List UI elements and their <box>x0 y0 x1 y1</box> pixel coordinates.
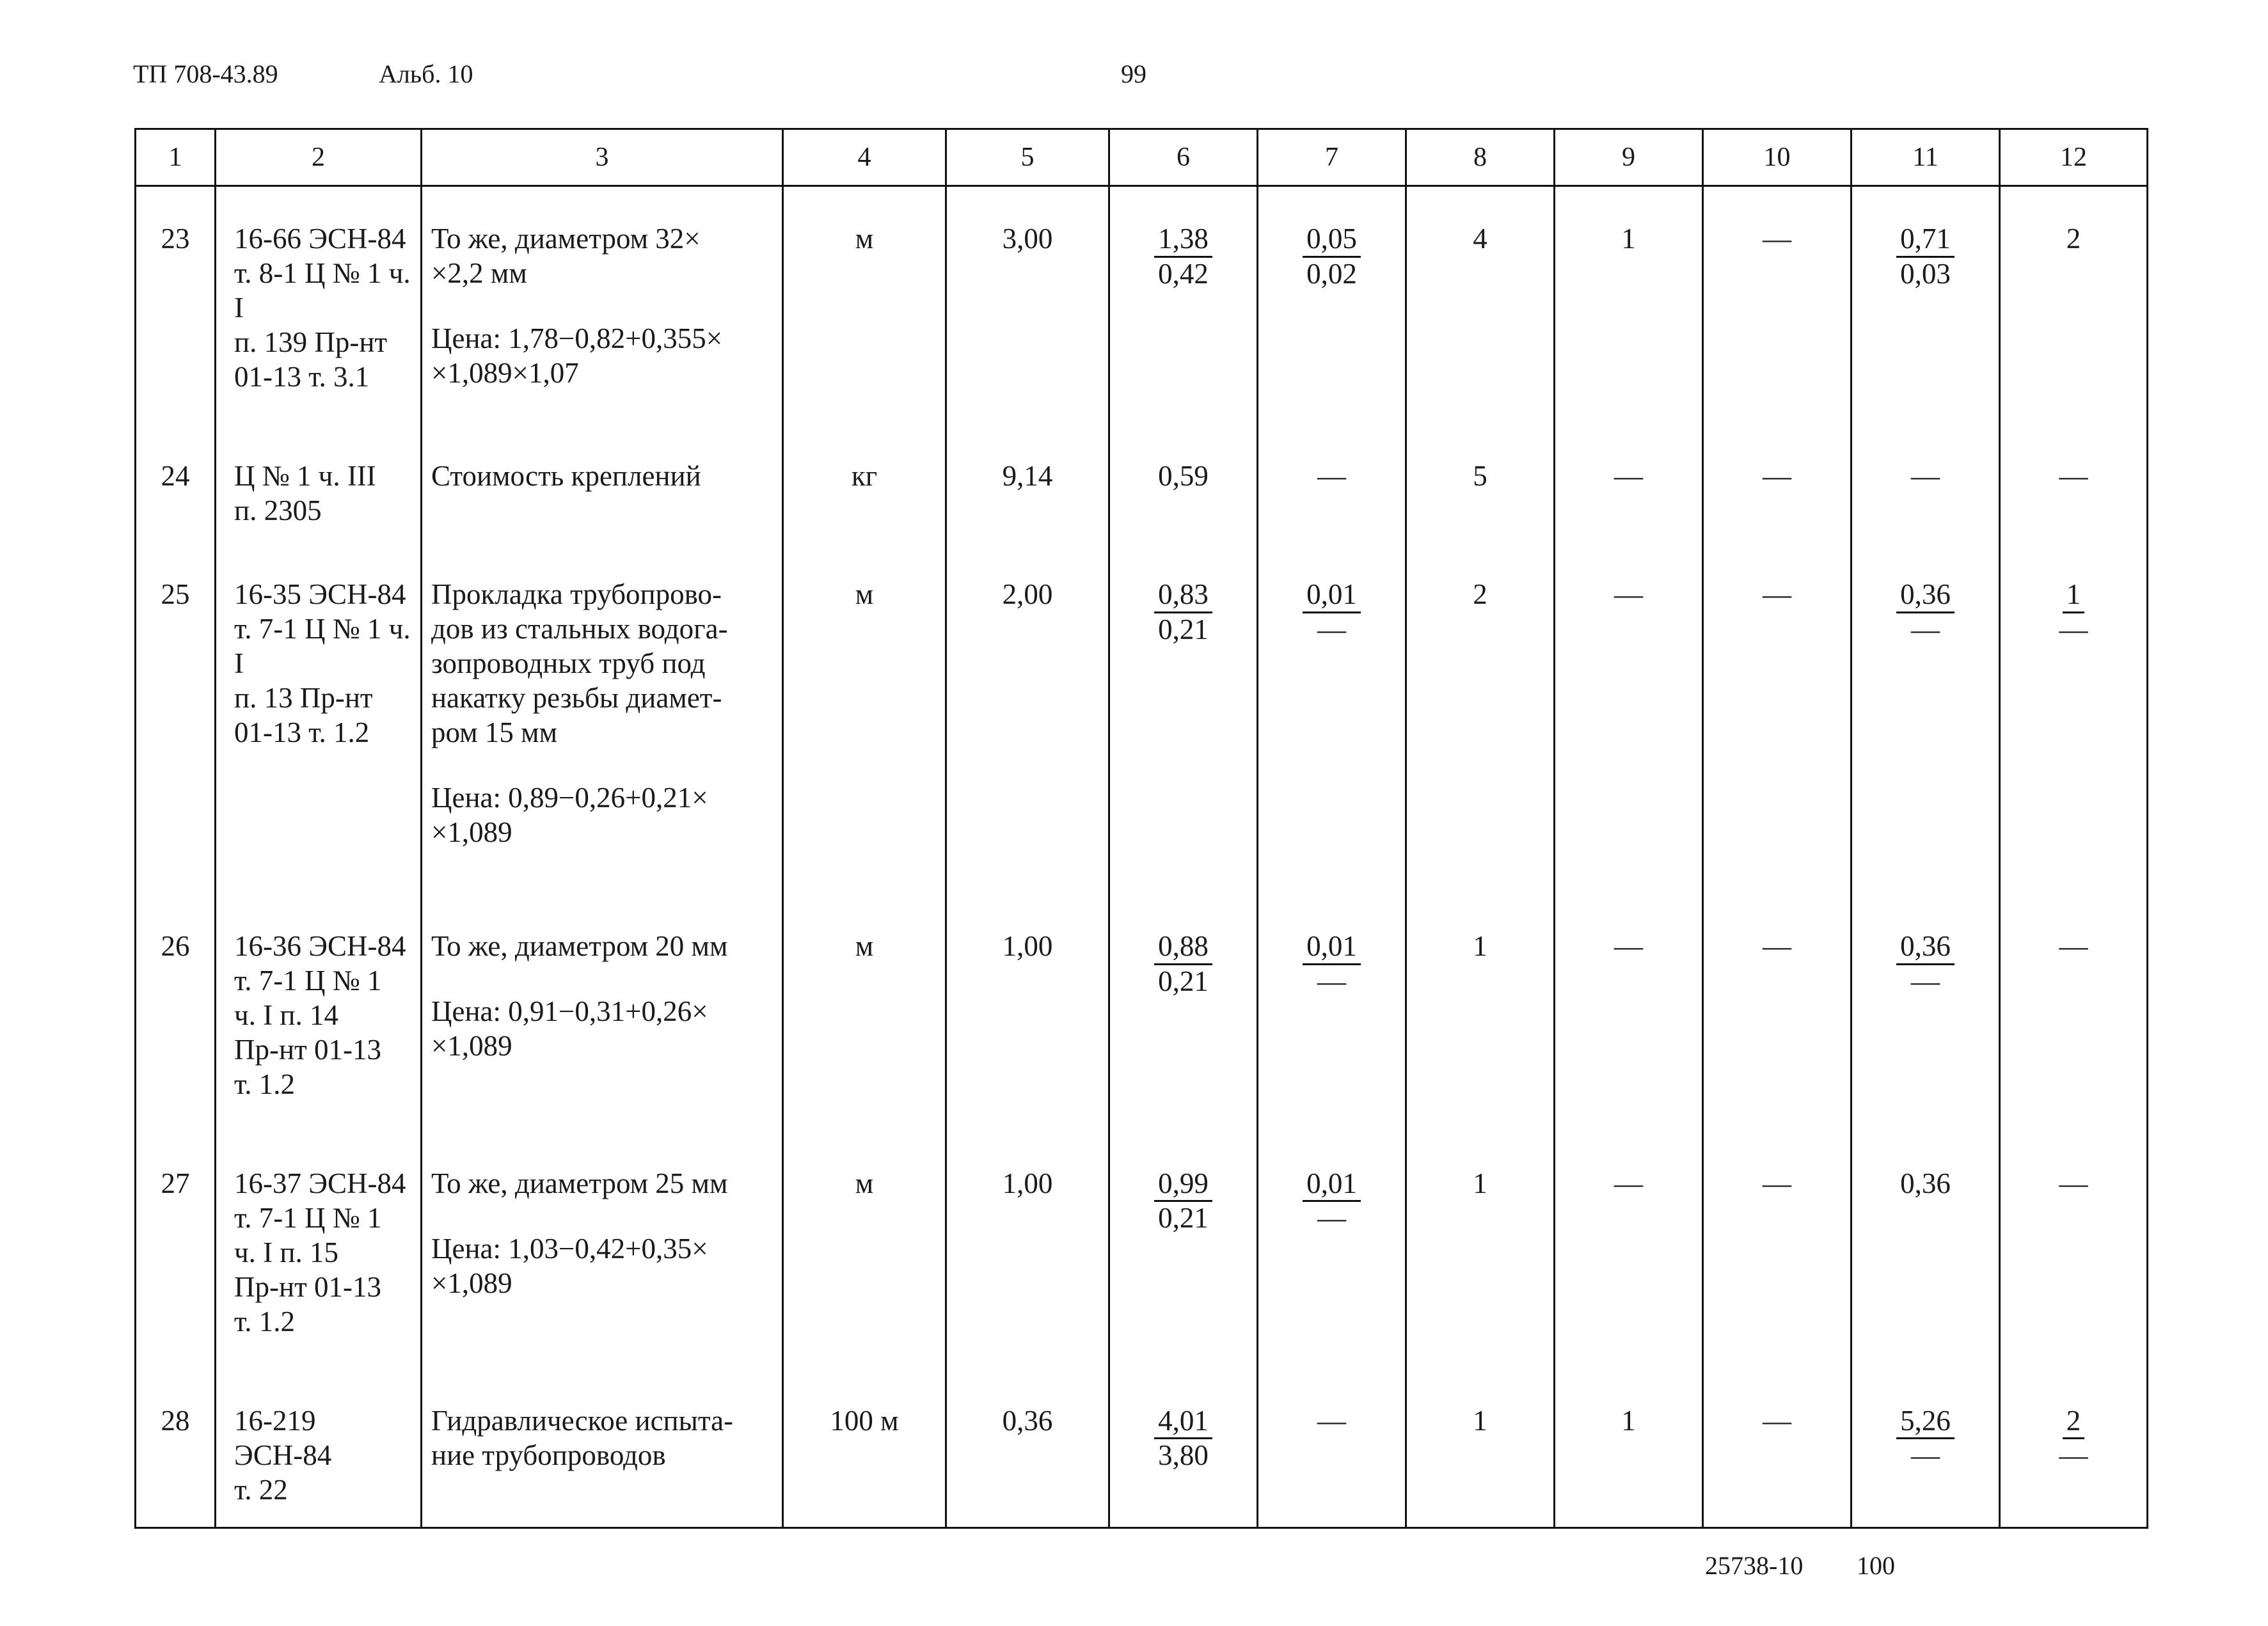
col-6-value-denominator: 3,80 <box>1158 1439 1209 1472</box>
table-row <box>136 894 2148 1132</box>
document-code: ТП 708-43.89 <box>133 59 278 88</box>
row-number: 28 <box>161 1404 190 1437</box>
col-11-cell <box>1852 1369 2000 1527</box>
col-11-value-denominator: — <box>1911 1439 1940 1472</box>
col-7-cell <box>1258 1132 1406 1369</box>
col-8-cell <box>1406 186 1555 425</box>
norm-reference-line: п. 13 Пр-нт <box>234 682 373 714</box>
unit: м <box>855 578 874 611</box>
col-8-cell <box>1406 424 1555 542</box>
col-10-cell <box>1703 1369 1852 1527</box>
quantity-cell <box>946 186 1109 425</box>
norm-reference-line: Пр-нт 01-13 <box>234 1033 381 1066</box>
col-11-cell <box>1852 1132 2000 1369</box>
quantity-cell <box>946 542 1109 894</box>
quantity-cell <box>946 894 1109 1132</box>
column-header-9: 9 <box>1555 129 1703 186</box>
col-6-value-denominator: 0,21 <box>1158 613 1209 646</box>
col-11-cell <box>1852 894 2000 1132</box>
col-10-cell <box>1703 1132 1852 1369</box>
work-description-line: То же, диаметром 32× <box>431 223 701 255</box>
quantity-cell <box>946 424 1109 542</box>
col-8-value: 2 <box>1473 578 1487 611</box>
norm-reference-cell <box>216 1132 422 1369</box>
empty-cell <box>216 1527 422 1528</box>
col-10-value: — <box>1763 1167 1791 1199</box>
empty-cell <box>136 1527 216 1528</box>
col-7-value-numerator: 0,01 <box>1303 578 1361 613</box>
unit-cell <box>783 894 946 1132</box>
norm-reference-line: 01-13 т. 3.1 <box>234 361 370 393</box>
work-description-line: ×2,2 мм <box>431 257 527 289</box>
col-11-value-fraction <box>1896 1405 1955 1473</box>
col-12-value-numerator: 1 <box>2063 578 2085 613</box>
col-11-value: — <box>1911 460 1940 493</box>
unit-cell <box>783 424 946 542</box>
work-description-line: То же, диаметром 25 мм <box>431 1167 728 1199</box>
col-12-value-denominator: — <box>2059 613 2088 646</box>
col-9-value: — <box>1614 578 1643 611</box>
footer-page-number: 100 <box>1857 1551 1895 1580</box>
work-description-line: То же, диаметром 20 мм <box>431 929 728 962</box>
norm-reference-line: п. 139 Пр-нт <box>234 326 388 358</box>
col-6-cell <box>1109 542 1258 894</box>
work-description-line: Прокладка трубопрово- <box>431 578 722 611</box>
col-7-value: — <box>1317 460 1346 493</box>
col-10-cell <box>1703 542 1852 894</box>
work-description <box>431 1166 775 1201</box>
price-formula-line: Цена: 0,89−0,26+0,21× <box>431 782 708 814</box>
col-12-value: 2 <box>2066 223 2081 255</box>
unit: м <box>855 1167 874 1199</box>
work-description-cell <box>422 542 783 894</box>
col-7-value-denominator: — <box>1317 613 1346 646</box>
col-12-value-fraction <box>2059 578 2088 647</box>
col-8-cell <box>1406 1369 1555 1527</box>
empty-cell <box>1555 1527 1703 1528</box>
row-number-cell <box>136 542 216 894</box>
work-description-cell <box>422 186 783 425</box>
price-formula <box>431 994 775 1063</box>
column-header-5: 5 <box>946 129 1109 186</box>
empty-cell <box>783 1527 946 1528</box>
col-8-value: 1 <box>1473 929 1487 962</box>
work-description-cell <box>422 1369 783 1527</box>
norm-reference-line: 16-35 ЭСН-84 <box>234 578 406 611</box>
work-description-line: Стоимость креплений <box>431 460 701 493</box>
column-header-3: 3 <box>422 129 783 186</box>
empty-cell <box>1852 1527 2000 1528</box>
norm-reference-cell <box>216 542 422 894</box>
norm-reference-line: т. 7-1 Ц № 1 <box>234 1201 382 1234</box>
unit-cell <box>783 1369 946 1527</box>
quantity: 1,00 <box>1002 929 1053 962</box>
quantity: 3,00 <box>1002 223 1053 255</box>
empty-cell <box>2000 1527 2148 1528</box>
row-number: 23 <box>161 223 190 255</box>
col-6-value-fraction <box>1154 578 1212 647</box>
col-9-cell <box>1555 542 1703 894</box>
unit: м <box>855 223 874 255</box>
column-header-11: 11 <box>1852 129 2000 186</box>
price-formula-line: ×1,089×1,07 <box>431 357 579 389</box>
row-number-cell <box>136 894 216 1132</box>
col-7-value-denominator: — <box>1317 965 1346 997</box>
work-description <box>431 577 775 750</box>
col-11-value-numerator: 5,26 <box>1896 1405 1955 1440</box>
col-6-cell <box>1109 1369 1258 1527</box>
col-7-cell <box>1258 894 1406 1132</box>
work-description-line: ние трубопроводов <box>431 1439 666 1471</box>
work-description-line: Гидравлическое испыта- <box>431 1404 734 1437</box>
col-8-value: 5 <box>1473 460 1487 493</box>
col-8-cell <box>1406 894 1555 1132</box>
norm-reference-line: т. 7-1 Ц № 1 ч. I <box>234 613 411 680</box>
col-6-value-numerator: 0,99 <box>1154 1167 1212 1203</box>
album-number: Альб. 10 <box>379 59 473 88</box>
column-header-2: 2 <box>216 129 422 186</box>
col-12-value: — <box>2059 1167 2088 1199</box>
column-header-12: 12 <box>2000 129 2148 186</box>
work-description-cell <box>422 894 783 1132</box>
col-12-value: — <box>2059 460 2088 493</box>
col-6-cell <box>1109 894 1258 1132</box>
col-8-value: 1 <box>1473 1167 1487 1199</box>
col-10-value: — <box>1763 460 1791 493</box>
norm-reference-line: 16-66 ЭСН-84 <box>234 223 406 255</box>
norm-reference-line: 16-37 ЭСН-84 <box>234 1167 406 1199</box>
col-6-value-numerator: 1,38 <box>1154 223 1212 258</box>
work-description-line: ром 15 мм <box>431 716 558 749</box>
col-11-cell <box>1852 424 2000 542</box>
col-12-value-fraction <box>2059 1405 2088 1473</box>
col-12-cell <box>2000 186 2148 425</box>
unit: м <box>855 929 874 962</box>
col-7-value: — <box>1317 1404 1346 1437</box>
work-description-line: дов из стальных водога- <box>431 613 728 645</box>
column-header-1: 1 <box>136 129 216 186</box>
row-number: 26 <box>161 929 190 962</box>
column-header-8: 8 <box>1406 129 1555 186</box>
col-11-value-numerator: 0,71 <box>1896 223 1955 258</box>
row-number-cell <box>136 424 216 542</box>
work-description-line: зопроводных труб под <box>431 647 706 680</box>
unit: 100 м <box>830 1404 899 1437</box>
col-7-cell <box>1258 424 1406 542</box>
price-formula-line: ×1,089 <box>431 816 512 849</box>
empty-cell <box>1406 1527 1555 1528</box>
col-7-cell <box>1258 1369 1406 1527</box>
col-7-value-fraction <box>1303 1167 1361 1236</box>
quantity-cell <box>946 1369 1109 1527</box>
norm-reference-line: т. 1.2 <box>234 1068 296 1100</box>
col-11-cell <box>1852 186 2000 425</box>
col-8-cell <box>1406 1132 1555 1369</box>
work-description-cell <box>422 424 783 542</box>
col-6-value-denominator: 0,21 <box>1158 965 1209 997</box>
col-7-value-denominator: — <box>1317 1202 1346 1235</box>
col-7-value-numerator: 0,05 <box>1303 223 1361 258</box>
quantity: 1,00 <box>1002 1167 1053 1199</box>
table-body <box>136 186 2148 1528</box>
work-description-cell <box>422 1132 783 1369</box>
norm-reference-line: ч. I п. 15 <box>234 1236 338 1268</box>
col-6-value: 0,59 <box>1158 460 1209 493</box>
col-12-value-numerator: 2 <box>2063 1405 2085 1440</box>
col-7-cell <box>1258 186 1406 425</box>
unit: кг <box>851 460 878 493</box>
empty-cell <box>1703 1527 1852 1528</box>
norm-reference-line: ч. I п. 14 <box>234 998 338 1031</box>
empty-cell <box>946 1527 1109 1528</box>
empty-cell <box>1109 1527 1258 1528</box>
work-description <box>431 221 775 290</box>
norm-reference-cell <box>216 1369 422 1527</box>
norm-reference-line: Ц № 1 ч. III <box>234 460 376 493</box>
col-10-cell <box>1703 894 1852 1132</box>
col-12-cell <box>2000 894 2148 1132</box>
col-6-value-fraction <box>1154 223 1212 291</box>
col-11-cell <box>1852 542 2000 894</box>
col-6-value-fraction <box>1154 1167 1212 1236</box>
norm-reference-line: т. 8-1 Ц № 1 ч. I <box>234 257 411 324</box>
norm-reference-line: 16-219 ЭСН-84 <box>234 1404 332 1471</box>
work-description <box>431 459 775 493</box>
col-9-value: 1 <box>1621 223 1636 255</box>
col-7-value-fraction <box>1303 578 1361 647</box>
footer-doc-number: 25738-10 <box>1705 1551 1804 1580</box>
table-row <box>136 1369 2148 1527</box>
table-row <box>136 542 2148 894</box>
price-formula-line: ×1,089 <box>431 1029 512 1062</box>
col-6-cell <box>1109 424 1258 542</box>
col-8-value: 1 <box>1473 1404 1487 1437</box>
col-10-value: — <box>1763 223 1791 255</box>
col-10-value: — <box>1763 929 1791 962</box>
price-formula-line: Цена: 0,91−0,31+0,26× <box>431 995 708 1027</box>
col-7-value-denominator: 0,02 <box>1306 257 1357 290</box>
norm-reference-cell <box>216 186 422 425</box>
price-formula-line: Цена: 1,78−0,82+0,355× <box>431 322 723 354</box>
col-9-value: — <box>1614 929 1643 962</box>
norm-reference-line: т. 7-1 Ц № 1 <box>234 964 382 997</box>
norm-reference-line: т. 22 <box>234 1473 288 1506</box>
empty-cell <box>1258 1527 1406 1528</box>
row-number: 27 <box>161 1167 190 1199</box>
col-12-cell <box>2000 1369 2148 1527</box>
col-9-cell <box>1555 424 1703 542</box>
col-9-cell <box>1555 1369 1703 1527</box>
col-10-cell <box>1703 424 1852 542</box>
col-12-cell <box>2000 542 2148 894</box>
price-formula-line: ×1,089 <box>431 1267 512 1299</box>
price-formula-line: Цена: 1,03−0,42+0,35× <box>431 1232 708 1265</box>
quantity: 2,00 <box>1002 578 1053 611</box>
unit-cell <box>783 542 946 894</box>
col-11-value-fraction <box>1896 930 1955 998</box>
empty-cell <box>422 1527 783 1528</box>
col-6-cell <box>1109 1132 1258 1369</box>
quantity-cell <box>946 1132 1109 1369</box>
unit-cell <box>783 186 946 425</box>
col-7-value-fraction <box>1303 930 1361 998</box>
col-6-value-denominator: 0,42 <box>1158 257 1209 290</box>
col-12-value: — <box>2059 929 2088 962</box>
col-9-value: — <box>1614 460 1643 493</box>
table-row <box>136 1132 2148 1369</box>
col-11-value-denominator: 0,03 <box>1900 257 1951 290</box>
col-10-cell <box>1703 186 1852 425</box>
norm-reference-cell <box>216 894 422 1132</box>
work-description-line: накатку резьбы диамет- <box>431 682 722 714</box>
norm-reference-cell <box>216 424 422 542</box>
col-7-cell <box>1258 542 1406 894</box>
norm-reference-line: т. 1.2 <box>234 1305 296 1338</box>
row-number-cell <box>136 1132 216 1369</box>
col-9-cell <box>1555 186 1703 425</box>
column-header-10: 10 <box>1703 129 1852 186</box>
price-formula <box>431 1231 775 1300</box>
column-header-6: 6 <box>1109 129 1258 186</box>
col-12-cell <box>2000 1132 2148 1369</box>
col-8-value: 4 <box>1473 223 1487 255</box>
col-7-value-numerator: 0,01 <box>1303 930 1361 965</box>
work-description <box>431 929 775 963</box>
col-8-cell <box>1406 542 1555 894</box>
col-10-value: — <box>1763 578 1791 611</box>
col-9-cell <box>1555 1132 1703 1369</box>
col-6-value-fraction <box>1154 930 1212 998</box>
row-number: 25 <box>161 578 190 611</box>
col-11-value-fraction <box>1896 578 1955 647</box>
unit-cell <box>783 1132 946 1369</box>
col-12-value-denominator: — <box>2059 1439 2088 1472</box>
quantity: 9,14 <box>1002 460 1053 493</box>
price-formula <box>431 780 775 849</box>
col-6-value-fraction <box>1154 1405 1212 1473</box>
col-11-value-numerator: 0,36 <box>1896 930 1955 965</box>
col-6-value-denominator: 0,21 <box>1158 1202 1209 1235</box>
col-11-value-denominator: — <box>1911 613 1940 646</box>
quantity: 0,36 <box>1002 1404 1053 1437</box>
col-9-cell <box>1555 894 1703 1132</box>
col-7-value-fraction <box>1303 223 1361 291</box>
col-11-value-numerator: 0,36 <box>1896 578 1955 613</box>
table-row <box>136 424 2148 542</box>
col-6-value-numerator: 0,83 <box>1154 578 1212 613</box>
col-10-value: — <box>1763 1404 1791 1437</box>
table-header-row <box>136 129 2148 186</box>
price-formula <box>431 321 775 390</box>
norm-reference-line: 16-36 ЭСН-84 <box>234 929 406 962</box>
work-description <box>431 1403 775 1472</box>
table-row <box>136 186 2148 425</box>
column-header-7: 7 <box>1258 129 1406 186</box>
col-6-cell <box>1109 186 1258 425</box>
column-header-4: 4 <box>783 129 946 186</box>
row-number-cell <box>136 1369 216 1527</box>
col-11-value-fraction <box>1896 223 1955 291</box>
col-11-value-denominator: — <box>1911 965 1940 997</box>
row-number-cell <box>136 186 216 425</box>
table-filler-row <box>136 1527 2148 1528</box>
col-9-value: — <box>1614 1167 1643 1199</box>
row-number: 24 <box>161 460 190 493</box>
col-9-value: 1 <box>1621 1404 1636 1437</box>
col-12-cell <box>2000 424 2148 542</box>
col-6-value-numerator: 4,01 <box>1154 1405 1212 1440</box>
norm-reference-line: п. 2305 <box>234 494 322 527</box>
col-7-value-numerator: 0,01 <box>1303 1167 1361 1203</box>
col-11-value: 0,36 <box>1900 1167 1951 1199</box>
norm-reference-line: Пр-нт 01-13 <box>234 1270 381 1303</box>
estimate-table <box>134 128 2148 1529</box>
norm-reference-line: 01-13 т. 1.2 <box>234 716 370 749</box>
page-number: 99 <box>1121 59 1146 88</box>
col-6-value-numerator: 0,88 <box>1154 930 1212 965</box>
